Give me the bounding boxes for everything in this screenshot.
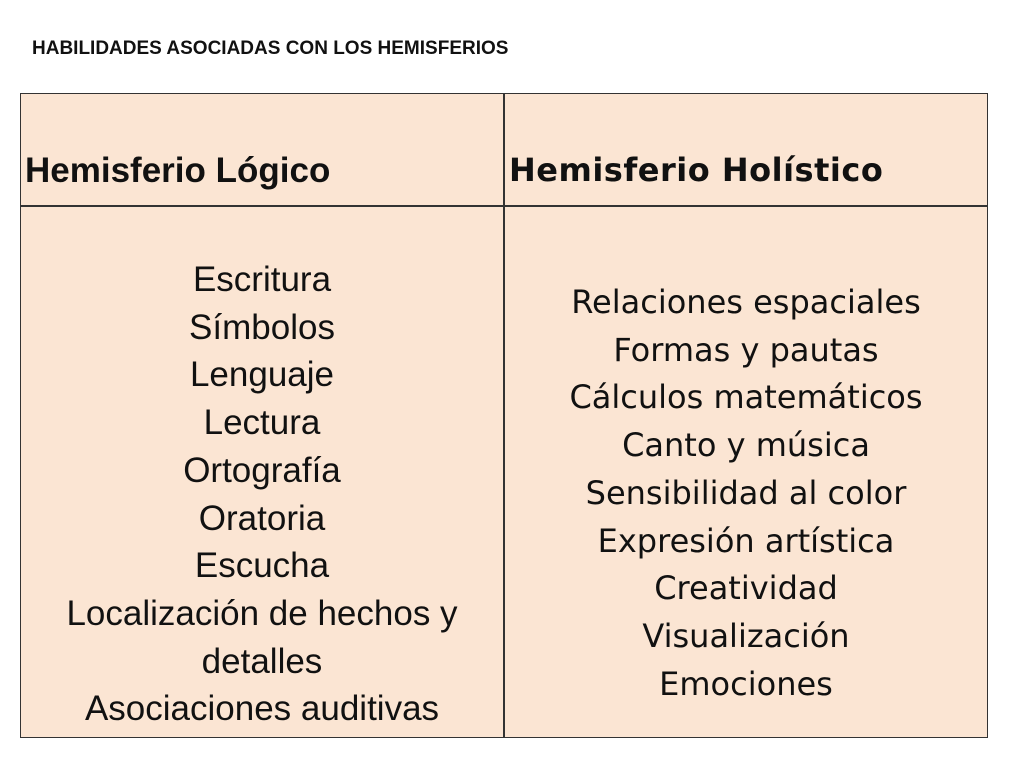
list-item: Escucha xyxy=(194,546,330,586)
list-item: Lectura xyxy=(203,403,321,443)
document-title: HABILIDADES ASOCIADAS CON LOS HEMISFERIOS xyxy=(32,38,509,59)
list-item: Localización de hechos y xyxy=(66,593,458,633)
list-item: Formas y pautas xyxy=(613,330,879,369)
list-item: Escritura xyxy=(192,260,332,299)
header-divider xyxy=(21,205,987,207)
list-item: Asociaciones auditivas xyxy=(84,689,440,729)
list-item: Lenguaje xyxy=(189,355,335,395)
list-item: Creatividad xyxy=(654,569,838,608)
list-item: Emociones xyxy=(659,664,833,703)
logical-skills-list xyxy=(21,256,503,733)
column-header-holistic: Hemisferio Holístico xyxy=(509,151,884,189)
hemispheres-table xyxy=(20,93,988,738)
list-item: Cálculos matemáticos xyxy=(569,378,923,417)
column-header-logical: Hemisferio Lógico xyxy=(25,151,331,190)
list-item: Sensibilidad al color xyxy=(585,473,907,512)
holistic-skills-list xyxy=(505,279,987,708)
list-item: Oratoria xyxy=(198,498,326,538)
list-item: detalles xyxy=(201,641,323,681)
list-item: Visualización xyxy=(642,616,850,655)
list-item: Símbolos xyxy=(189,307,335,347)
list-item: Canto y música xyxy=(622,426,870,465)
list-item: Ortografía xyxy=(183,450,341,490)
list-item: Expresión artística xyxy=(597,521,895,560)
list-item: Relaciones espaciales xyxy=(571,283,921,321)
